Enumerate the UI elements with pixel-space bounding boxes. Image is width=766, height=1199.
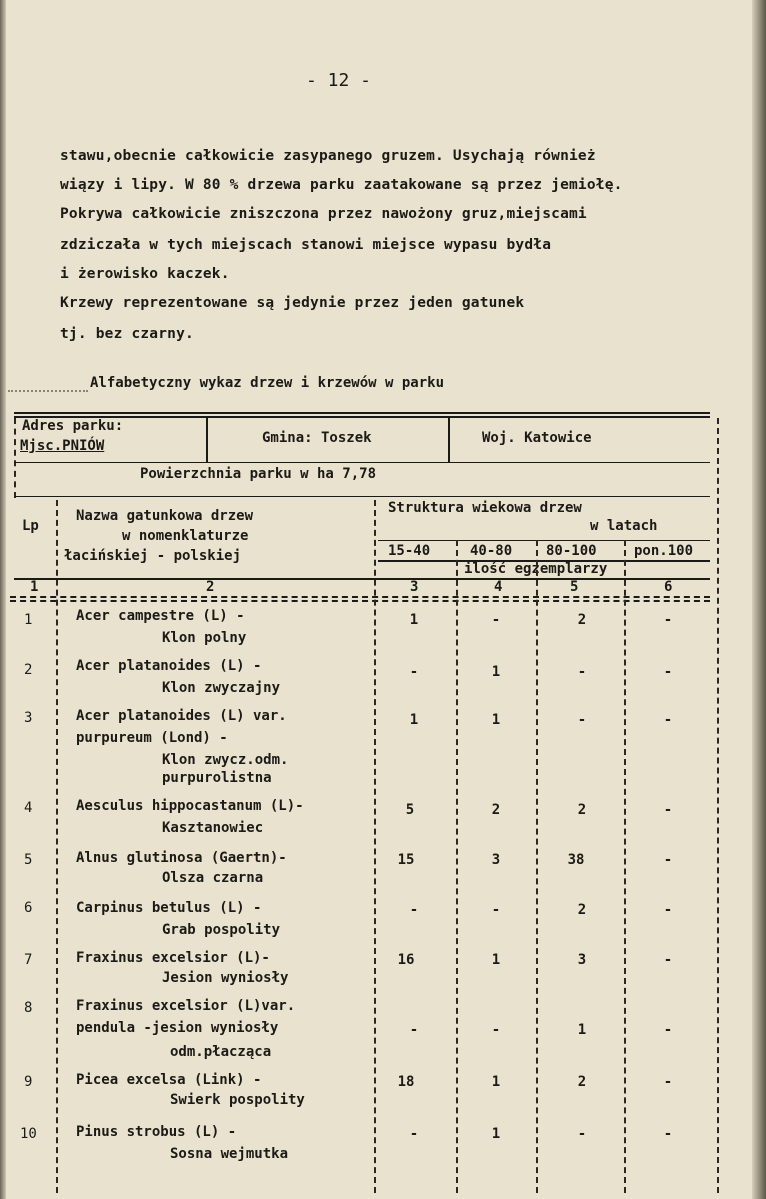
count-80-100: 2 <box>577 1074 587 1090</box>
species-latin: Pinus strobus (L) - <box>76 1124 237 1140</box>
count-15-40: - <box>409 902 419 918</box>
col-number: 2 <box>206 579 215 595</box>
scan-left-edge <box>0 0 6 1199</box>
species-polish: odm.płacząca <box>170 1044 272 1060</box>
species-polish: Jesion wyniosły <box>162 970 289 986</box>
table-right-edge <box>717 418 719 1193</box>
rule <box>10 600 710 602</box>
woj-label: Woj. Katowice <box>482 430 592 446</box>
range-header: 15-40 <box>388 543 431 559</box>
paragraph-line: zdziczała w tych miejscach stanowi miejsce wypasu bydła <box>60 237 552 253</box>
paragraph-line: wiązy i lipy. W 80 % drzewa parku zaatakowane są przez jemiołę. <box>60 177 623 193</box>
count-over-100: - <box>663 1074 673 1090</box>
species-polish: Olsza czarna <box>162 870 264 886</box>
col-number: 3 <box>410 579 419 595</box>
count-over-100: - <box>663 1126 673 1142</box>
count-40-80: 1 <box>491 952 501 968</box>
count-40-80: 3 <box>491 852 501 868</box>
count-40-80: 1 <box>491 664 501 680</box>
species-latin: pendula -jesion wyniosły <box>76 1020 279 1036</box>
count-15-40: 16 <box>397 952 415 968</box>
count-40-80: - <box>491 612 501 628</box>
row-lp: 1 <box>24 612 33 628</box>
structure-header-2: w latach <box>590 518 658 534</box>
rule <box>14 496 710 497</box>
col-number: 4 <box>494 579 503 595</box>
gmina-label: Gmina: Toszek <box>262 430 372 446</box>
count-80-100: 3 <box>577 952 587 968</box>
rule <box>378 540 710 541</box>
count-15-40: 5 <box>405 802 415 818</box>
species-latin: Aesculus hippocastanum (L)- <box>76 798 304 814</box>
count-15-40: 18 <box>397 1074 415 1090</box>
species-latin: Acer campestre (L) - <box>76 608 245 624</box>
species-polish: Klon zwycz.odm. <box>162 752 289 768</box>
paragraph-line: tj. bez czarny. <box>60 326 194 342</box>
area-label: Powierzchnia parku w ha 7,78 <box>140 466 377 482</box>
species-latin: Carpinus betulus (L) - <box>76 900 262 916</box>
col-number: 1 <box>30 579 39 595</box>
header-divider <box>448 418 450 462</box>
species-latin: Fraxinus excelsior (L)- <box>76 950 270 966</box>
count-80-100: 38 <box>567 852 585 868</box>
column-divider <box>374 500 376 1193</box>
col-number: 6 <box>664 579 673 595</box>
column-divider <box>536 540 538 1193</box>
row-lp: 4 <box>24 800 33 816</box>
address-label: Adres parku: <box>22 418 124 434</box>
row-lp: 7 <box>24 952 33 968</box>
col-number: 5 <box>570 579 579 595</box>
count-40-80: 2 <box>491 802 501 818</box>
name-header-line: w nomenklaturze <box>122 528 249 544</box>
species-latin: Alnus glutinosa (Gaertn)- <box>76 850 287 866</box>
count-over-100: - <box>663 852 673 868</box>
species-latin: purpureum (Lond) - <box>76 730 228 746</box>
species-polish: purpurolistna <box>162 770 272 786</box>
species-polish: Klon zwyczajny <box>162 680 281 696</box>
name-header-line: łacińskiej - polskiej <box>64 548 242 564</box>
species-polish: Kasztanowiec <box>162 820 264 836</box>
paragraph-line: Pokrywa całkowicie zniszczona przez nawożony gruz,miejscami <box>60 206 587 222</box>
count-80-100: - <box>577 1126 587 1142</box>
species-latin: Acer platanoides (L) - <box>76 658 262 674</box>
count-80-100: - <box>577 664 587 680</box>
count-15-40: 15 <box>397 852 415 868</box>
count-15-40: - <box>409 1126 419 1142</box>
count-40-80: 1 <box>491 1074 501 1090</box>
species-latin: Fraxinus excelsior (L)var. <box>76 998 296 1014</box>
count-over-100: - <box>663 612 673 628</box>
range-header: 40-80 <box>470 543 513 559</box>
count-over-100: - <box>663 802 673 818</box>
count-40-80: - <box>491 902 501 918</box>
count-over-100: - <box>663 664 673 680</box>
page-number: - 12 - <box>306 70 372 91</box>
structure-header: Struktura wiekowa drzew <box>388 500 582 516</box>
count-80-100: 2 <box>577 802 587 818</box>
count-over-100: - <box>663 712 673 728</box>
scan-right-edge <box>752 0 766 1199</box>
header-divider <box>206 418 208 462</box>
species-polish: Sosna wejmutka <box>170 1146 289 1162</box>
column-divider <box>456 540 458 1193</box>
count-15-40: 1 <box>409 612 419 628</box>
count-over-100: - <box>663 1022 673 1038</box>
range-header: 80-100 <box>546 543 597 559</box>
table-left-edge <box>14 418 16 498</box>
species-latin: Acer platanoides (L) var. <box>76 708 287 724</box>
count-15-40: - <box>409 1022 419 1038</box>
paragraph-line: Krzewy reprezentowane są jedynie przez jeden gatunek <box>60 295 525 311</box>
name-header-line: Nazwa gatunkowa drzew <box>76 508 254 524</box>
count-over-100: - <box>663 952 673 968</box>
row-lp: 10 <box>20 1126 37 1142</box>
count-40-80: 1 <box>491 712 501 728</box>
count-80-100: 1 <box>577 1022 587 1038</box>
caption-leader <box>8 390 88 392</box>
row-lp: 2 <box>24 662 33 678</box>
count-80-100: 2 <box>577 612 587 628</box>
row-lp: 9 <box>24 1074 33 1090</box>
species-latin: Picea excelsa (Link) - <box>76 1072 262 1088</box>
address-value: Mjsc.PNIÓW <box>20 438 105 454</box>
rule <box>14 578 710 580</box>
column-divider <box>624 540 626 1193</box>
count-15-40: - <box>409 664 419 680</box>
row-lp: 5 <box>24 852 33 868</box>
count-over-100: - <box>663 902 673 918</box>
count-label: ilość egzemplarzy <box>464 561 608 577</box>
row-lp: 8 <box>24 1000 33 1016</box>
row-lp: 3 <box>24 710 33 726</box>
range-header: pon.100 <box>634 543 694 559</box>
rule <box>10 596 710 598</box>
count-80-100: 2 <box>577 902 587 918</box>
rule <box>14 462 710 463</box>
lp-header: Lp <box>22 518 39 534</box>
count-80-100: - <box>577 712 587 728</box>
species-polish: Grab pospolity <box>162 922 281 938</box>
count-40-80: 1 <box>491 1126 501 1142</box>
table-top-rule <box>14 412 710 414</box>
column-divider <box>56 500 58 1193</box>
count-40-80: - <box>491 1022 501 1038</box>
paragraph-line: stawu,obecnie całkowicie zasypanego gruzem. Usychają również <box>60 148 596 164</box>
species-polish: Swierk pospolity <box>170 1092 305 1108</box>
table-caption: Alfabetyczny wykaz drzew i krzewów w parku <box>90 375 445 391</box>
count-15-40: 1 <box>409 712 419 728</box>
row-lp: 6 <box>24 900 33 916</box>
species-polish: Klon polny <box>162 630 247 646</box>
paragraph-line: i żerowisko kaczek. <box>60 266 230 282</box>
